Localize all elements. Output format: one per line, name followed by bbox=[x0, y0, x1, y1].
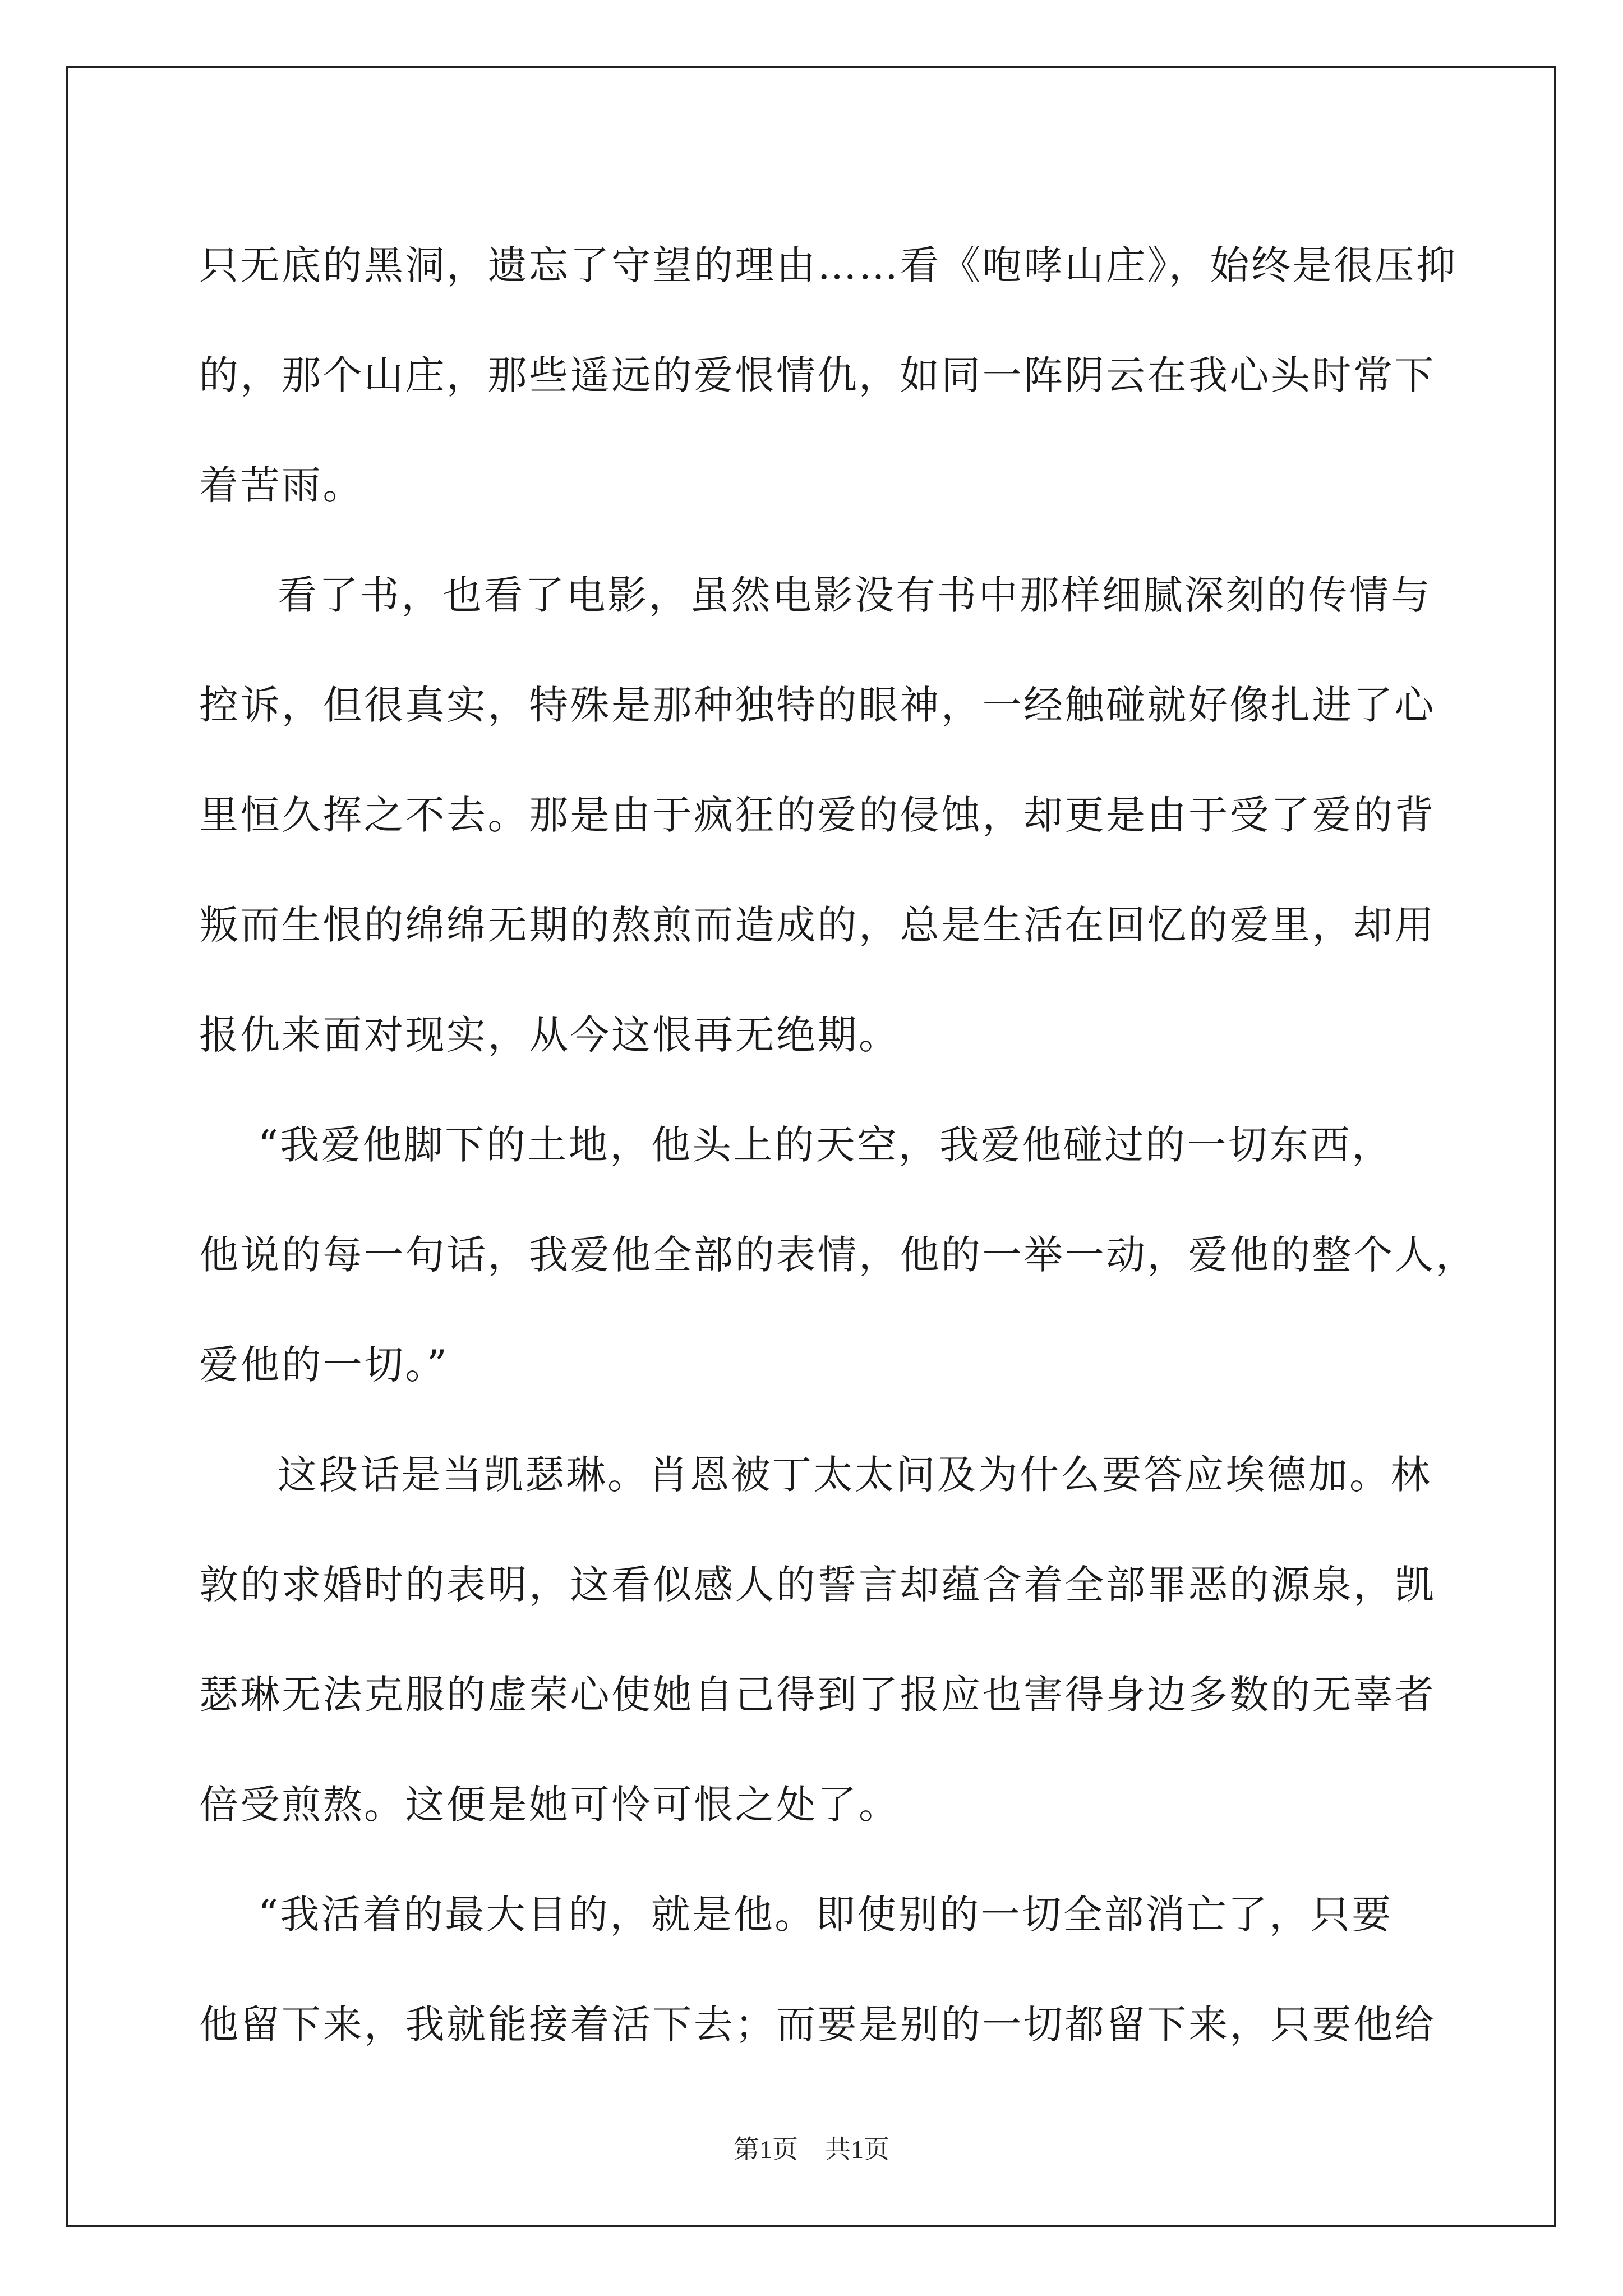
text-line: 报仇来面对现实，从今这恨再无绝期。 bbox=[199, 1012, 900, 1058]
text-line: 着苦雨。 bbox=[199, 462, 364, 508]
text-line: 爱他的一切。” bbox=[199, 1342, 449, 1388]
quote-start-line: “我活着的最大目的，就是他。即使别的一切全部消亡了，只要 bbox=[258, 1892, 1393, 1938]
text-line: 里恒久挥之不去。那是由于疯狂的爱的侵蚀，却更是由于受了爱的背 bbox=[199, 792, 1436, 838]
paragraph-start-line: 看了书，也看了电影，虽然电影没有书中那样细腻深刻的传情与 bbox=[278, 572, 1432, 618]
text-line: 的，那个山庄，那些遥远的爱恨情仇，如同一阵阴云在我心头时常下 bbox=[199, 352, 1436, 398]
document-body bbox=[199, 210, 1477, 2079]
text-line: 他留下来，我就能接着活下去；而要是别的一切都留下来，只要他给 bbox=[199, 2001, 1436, 2047]
text-line: 只无底的黑洞，遗忘了守望的理由……看《咆哮山庄》，始终是很压抑 bbox=[199, 242, 1458, 288]
text-line: 控诉，但很真实，特殊是那种独特的眼神，一经触碰就好像扎进了心 bbox=[199, 682, 1436, 728]
paragraph-start-line: 这段话是当凯瑟琳。肖恩被丁太太问及为什么要答应埃德加。林 bbox=[278, 1452, 1432, 1498]
page-number-current: 第1页 bbox=[734, 2135, 798, 2164]
quote-start-line: “我爱他脚下的土地，他头上的天空，我爱他碰过的一切东西， bbox=[258, 1122, 1393, 1168]
text-line: 叛而生恨的绵绵无期的熬煎而造成的，总是生活在回忆的爱里，却用 bbox=[199, 902, 1436, 948]
text-line: 瑟琳无法克服的虚荣心使她自己得到了报应也害得身边多数的无辜者 bbox=[199, 1672, 1436, 1718]
text-line: 倍受煎熬。这便是她可怜可恨之处了。 bbox=[199, 1782, 900, 1828]
text-line: 他说的每一句话，我爱他全部的表情，他的一举一动，爱他的整个人， bbox=[199, 1232, 1477, 1278]
text-line: 敦的求婚时的表明，这看似感人的誓言却蕴含着全部罪恶的源泉，凯 bbox=[199, 1562, 1436, 1608]
page-footer bbox=[0, 2129, 1623, 2166]
page-number-total: 共1页 bbox=[825, 2135, 889, 2164]
